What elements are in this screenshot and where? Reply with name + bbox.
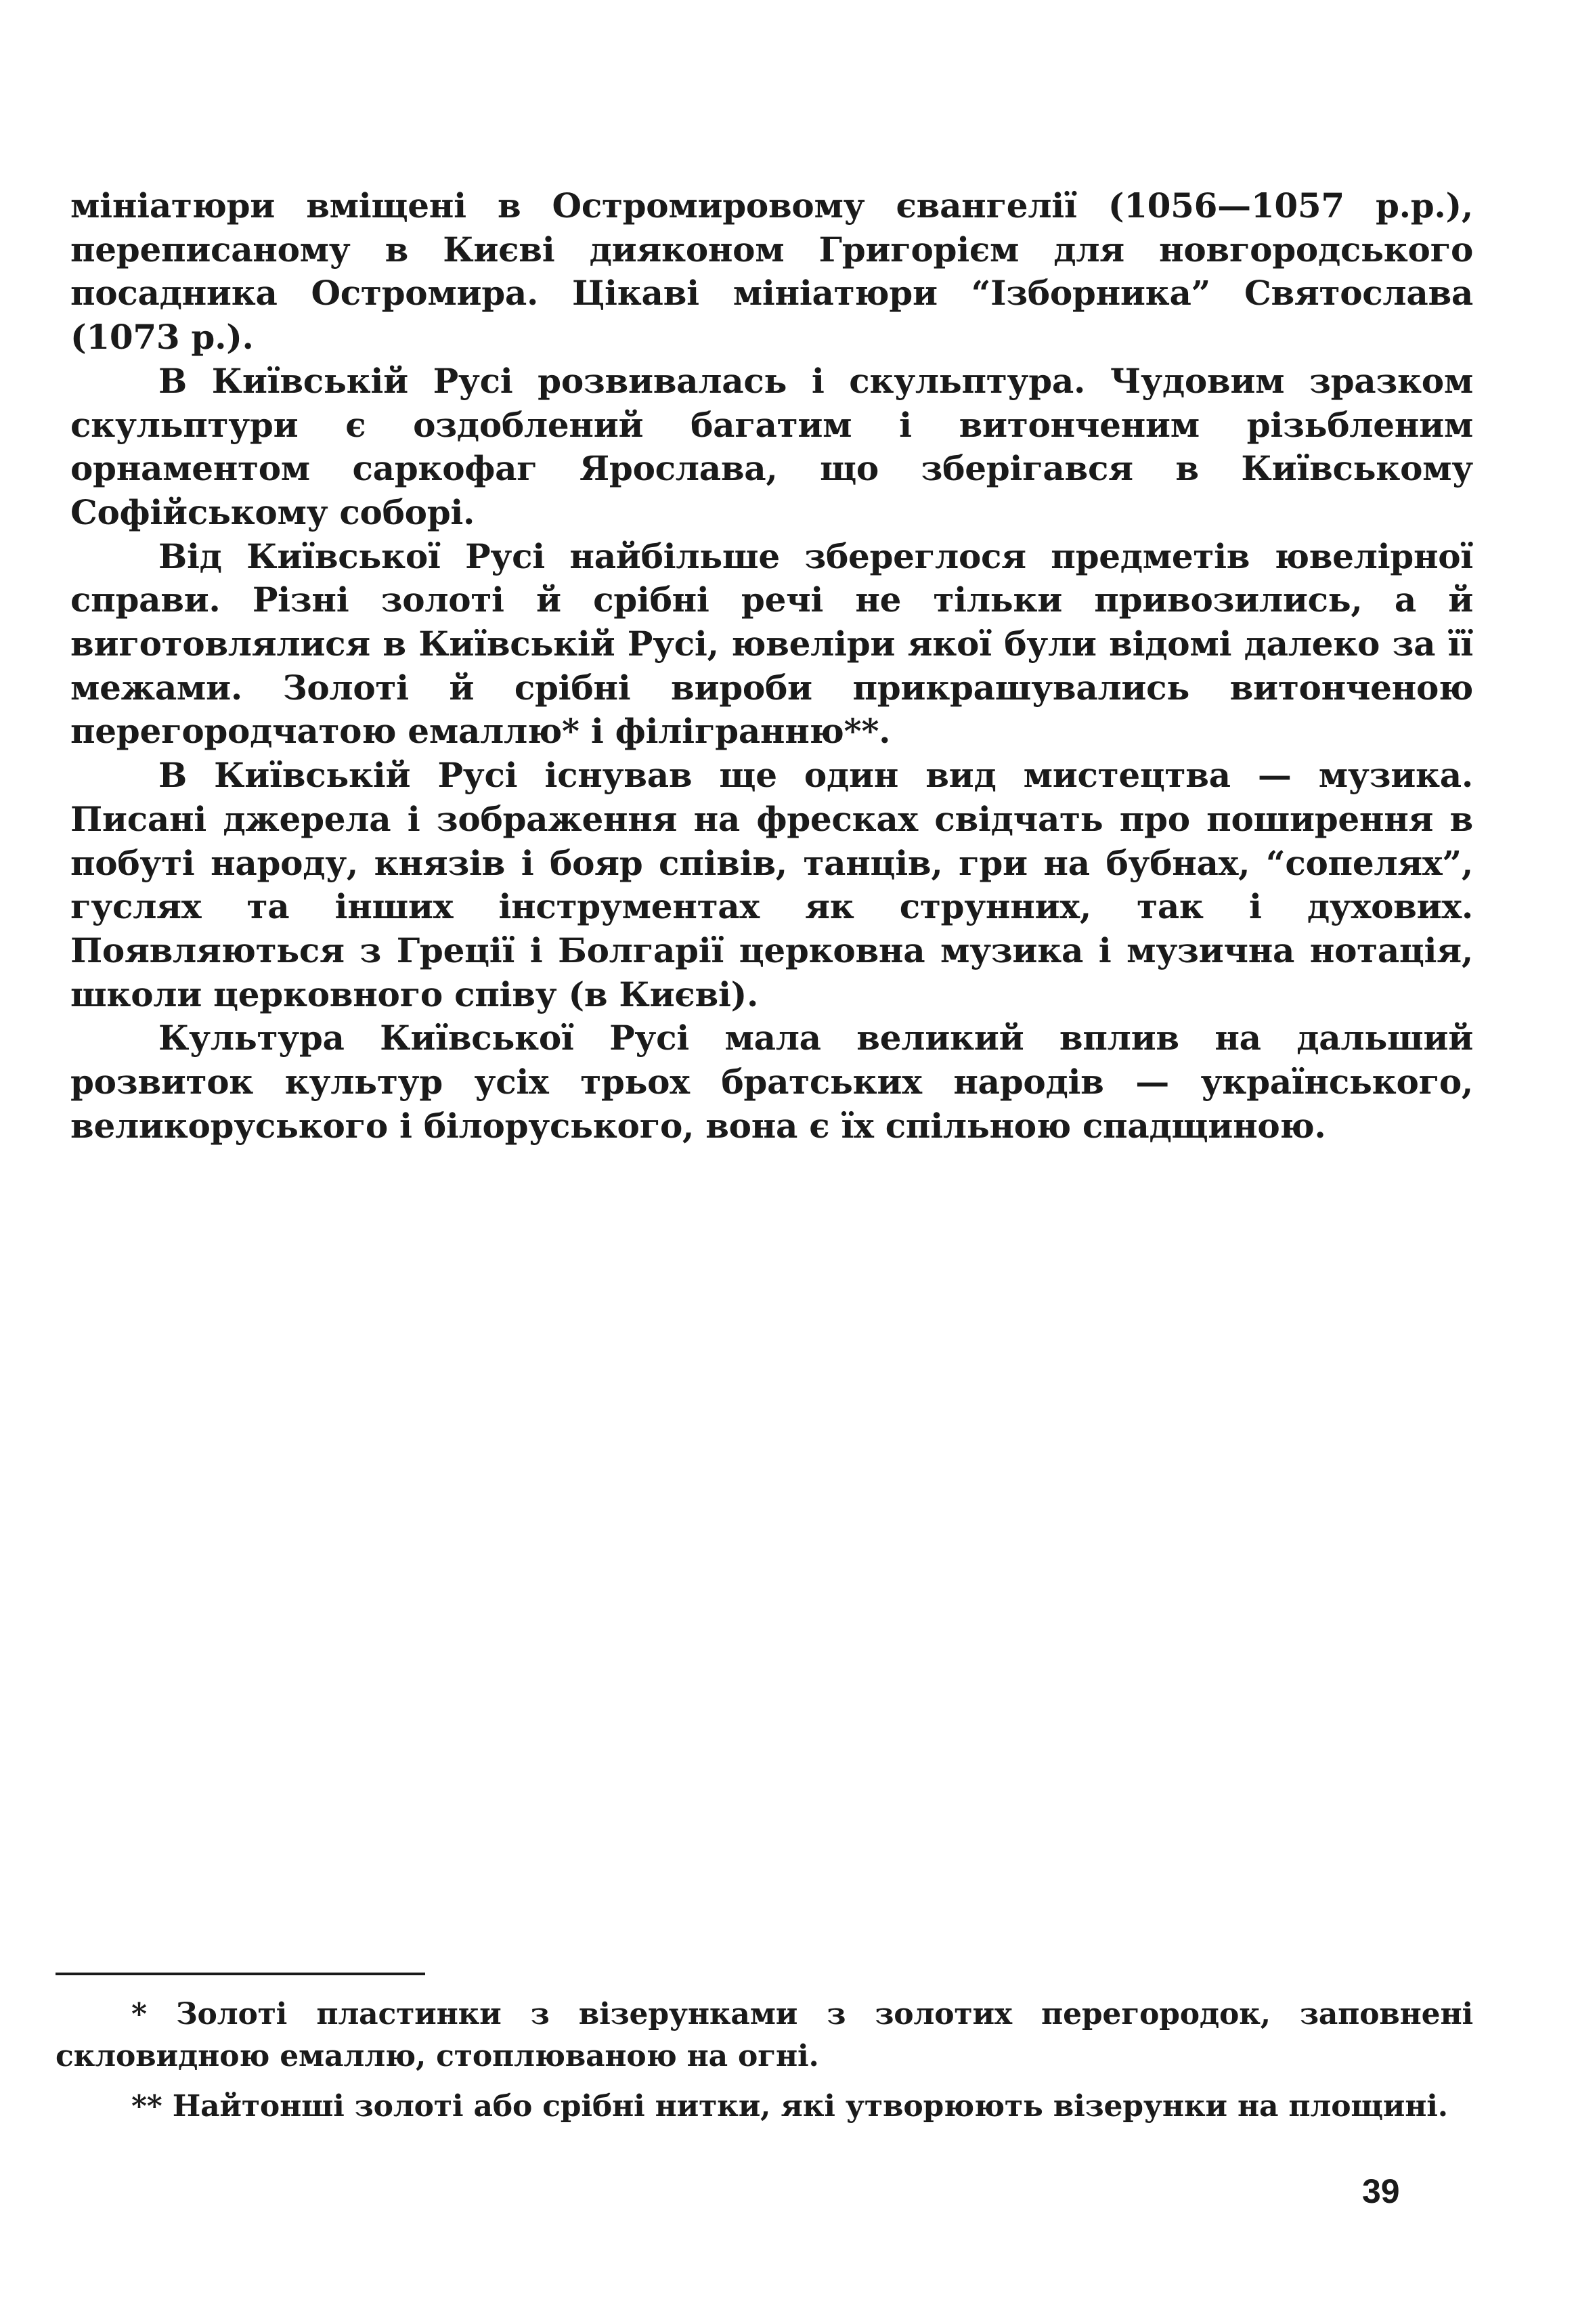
paragraph-jewelry: Від Київської Русі найбільше збереглося предметів ювелірної справи. Різні золоті й срібні речі не тільки привозились, а й виготовлялися в Київській Русі, ювеліри якої були відомі далеко за її межами. Золоті й срібні вироби прикрашувались витонченою перегородчатою емаллю* і філігранню**. (70, 536, 1473, 752)
footnote-separator (56, 1973, 425, 1975)
footnote-enamel: * Золоті пластинки з візерунками з золотих перегородок, заповнені скловидною емаллю, стоплюваною на огні. (56, 1997, 1473, 2073)
footnote-filigree: ** Найтонші золоті або срібні нитки, які утворюють візерунки на площині. (131, 2089, 1448, 2124)
paragraph-music: В Київській Русі існував ще один вид мистецтва — музика. Писані джерела і зображення на фресках свідчать про поширення в побуті народу, князів і бояр співів, танців, гри на бубнах, “сопелях”, гуслях та інших інструментах як струнних, так і духових. Появляються з Греції і Болгарії церковна музика і музична нотація, школи церковного співу (в Києві). (70, 755, 1473, 1014)
paragraph-sculpture: В Київській Русі розвивалась і скульптура. Чудовим зразком скульптури є оздоблений багатим і витонченим різьбленим орнаментом саркофаг Ярослава, що зберігався в Київському Софійському соборі. (70, 360, 1473, 532)
footnotes (56, 1994, 1473, 2136)
paragraph-culture-influence: Культура Київської Русі мала великий вплив на дальший розвиток культур усіх трьох братських народів — українського, великоруського і білоруського, вона є їх спільною спадщиною. (70, 1018, 1473, 1146)
page-number: 39 (1362, 2172, 1400, 2210)
paragraph-miniatures: мініатюри вміщені в Остромировому євангелії (1056—1057 р.р.), переписаному в Києві дияконом Григорієм для новгородського посадника Остромира. Цікаві мініатюри “Ізборника” Святослава (1073 р.). (70, 186, 1473, 358)
body-text (70, 184, 1473, 1148)
